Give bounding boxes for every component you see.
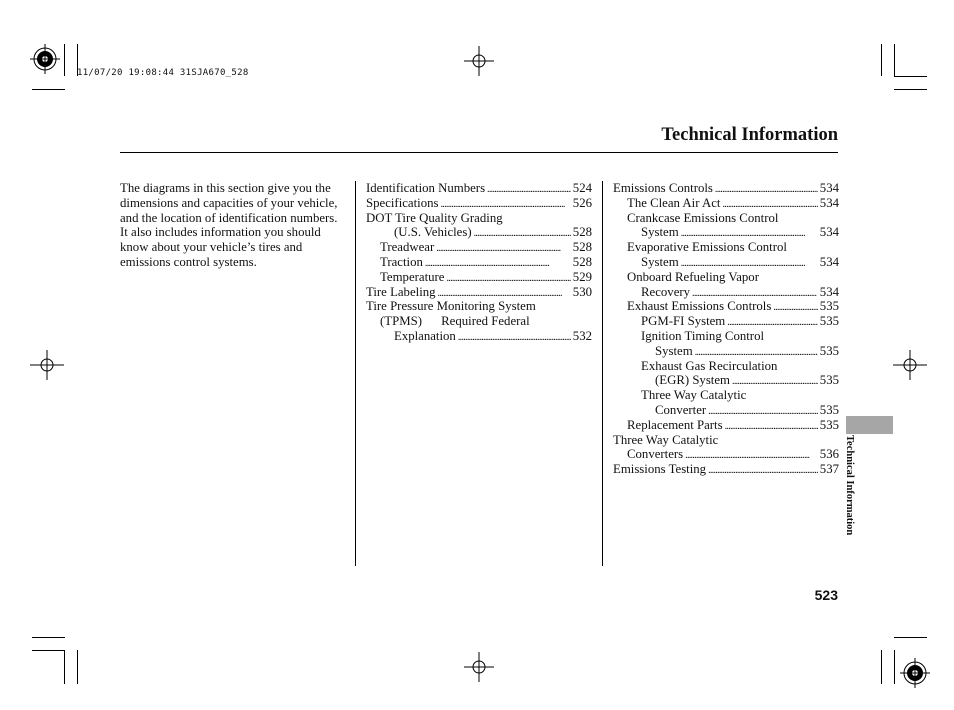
toc-entry-title: Identification Numbers: [366, 181, 486, 195]
toc-entry-title: Tire Labeling: [366, 284, 436, 299]
toc-entry[interactable]: [366, 211, 592, 226]
toc-column-1: [366, 181, 592, 344]
side-tab-label-wrap: [820, 435, 890, 565]
crop-mark: [894, 650, 895, 684]
toc-leader-dots: [692, 289, 818, 299]
toc-entry-page: 535: [819, 299, 839, 314]
toc-leader-dots: [708, 466, 818, 476]
toc-entry-title: PGM-FI System: [641, 314, 726, 329]
toc-entry-title: Crankcase Emissions Control: [627, 210, 779, 225]
page-number: 523: [814, 587, 838, 603]
toc-entry-title: Replacement Parts: [627, 417, 723, 432]
toc-entry-page: 535: [819, 343, 839, 358]
toc-entry-title: Specifications: [366, 195, 439, 210]
toc-entry[interactable]: [613, 403, 839, 418]
toc-entry[interactable]: [366, 181, 592, 196]
registration-target-top-left: [30, 44, 60, 74]
toc-entry-title: Temperature: [380, 269, 445, 284]
toc-entry-page: 534: [819, 284, 839, 299]
page-title: Technical Information: [661, 125, 838, 145]
toc-entry[interactable]: [613, 225, 839, 240]
toc-leader-dots: [436, 244, 571, 254]
toc-entry[interactable]: [613, 299, 839, 314]
toc-entry-title: Exhaust Emissions Controls: [627, 299, 772, 314]
toc-entry[interactable]: [366, 240, 592, 255]
toc-leader-dots: [695, 348, 818, 358]
column-divider: [602, 181, 603, 566]
crosshair-right-middle: [893, 350, 927, 380]
toc-entry[interactable]: [366, 196, 592, 211]
crop-mark: [881, 44, 882, 76]
toc-entry[interactable]: [613, 196, 839, 211]
column-divider: [355, 181, 356, 566]
toc-leader-dots: [727, 318, 818, 328]
toc-entry-title: Emissions Controls: [613, 181, 713, 195]
header-rule: [120, 152, 838, 153]
toc-entry-title: (U.S. Vehicles): [394, 225, 472, 240]
toc-entry[interactable]: [366, 314, 592, 329]
toc-entry-title: System: [641, 254, 679, 269]
toc-leader-dots: [681, 229, 818, 239]
crosshair-bottom-center: [464, 652, 494, 682]
toc-entry[interactable]: [613, 433, 839, 448]
toc-entry[interactable]: [613, 462, 839, 477]
toc-entry[interactable]: [613, 359, 839, 374]
toc-entry[interactable]: [613, 418, 839, 433]
crop-mark: [894, 76, 927, 77]
crop-mark: [881, 650, 882, 684]
toc-entry-page: 534: [819, 225, 839, 240]
toc-entry[interactable]: [366, 255, 592, 270]
toc-leader-dots: [487, 185, 571, 195]
toc-leader-dots: [773, 303, 817, 313]
toc-entry-page: 526: [572, 195, 592, 210]
toc-entry-title: Tire Pressure Monitoring System: [366, 299, 536, 314]
crop-mark: [32, 650, 65, 651]
toc-entry-title: (TPMS) Required Federal: [380, 314, 530, 329]
crop-mark: [894, 89, 927, 90]
crosshair-top-center: [464, 46, 494, 76]
toc-entry-page: 535: [819, 314, 839, 329]
print-stamp: 11/07/20 19:08:44 31SJA670_528: [77, 68, 249, 78]
toc-entry-title: Treadwear: [380, 240, 435, 255]
crop-mark: [64, 650, 65, 684]
side-tab-label: Technical Information: [844, 435, 855, 536]
toc-leader-dots: [732, 377, 818, 387]
toc-leader-dots: [474, 229, 571, 239]
toc-entry-title: Onboard Refueling Vapor: [627, 269, 759, 284]
toc-entry-page: 528: [572, 240, 592, 255]
toc-leader-dots: [425, 259, 571, 269]
toc-leader-dots: [722, 200, 817, 210]
toc-entry-page: 535: [819, 373, 839, 388]
toc-entry[interactable]: [613, 240, 839, 255]
crop-mark: [894, 44, 895, 76]
toc-entry-page: 530: [572, 284, 592, 299]
toc-column-2: [613, 181, 839, 477]
toc-entry[interactable]: [366, 285, 592, 300]
toc-entry-page: 534: [819, 195, 839, 210]
toc-entry-title: System: [655, 343, 693, 358]
toc-entry[interactable]: [613, 314, 839, 329]
toc-leader-dots: [438, 289, 571, 299]
toc-entry[interactable]: [366, 225, 592, 240]
toc-leader-dots: [725, 422, 818, 432]
registration-target-bottom-right: [900, 658, 930, 688]
toc-entry[interactable]: [613, 373, 839, 388]
toc-entry-title: DOT Tire Quality Grading: [366, 210, 503, 225]
toc-entry-page: 528: [572, 254, 592, 269]
intro-paragraph: The diagrams in this section give you the dimensions and capacities of your vehicle, and the location of identification numbers. It also includes information you should know about your vehicle’s tires and emissions control systems.: [120, 181, 338, 269]
toc-entry-page: 534: [819, 181, 839, 195]
toc-entry[interactable]: [613, 255, 839, 270]
toc-leader-dots: [441, 200, 571, 210]
toc-entry[interactable]: [613, 447, 839, 462]
toc-leader-dots: [458, 333, 571, 343]
section-tab[interactable]: [846, 416, 893, 434]
toc-entry-title: Explanation: [394, 328, 456, 343]
toc-leader-dots: [685, 451, 818, 461]
toc-entry-title: (EGR) System: [655, 373, 731, 388]
crop-mark: [32, 89, 65, 90]
toc-leader-dots: [681, 259, 818, 269]
toc-entry[interactable]: [366, 329, 592, 344]
crop-mark: [77, 650, 78, 684]
crosshair-left-middle: [30, 350, 64, 380]
toc-entry-title: Three Way Catalytic: [641, 388, 747, 403]
toc-entry-title: Evaporative Emissions Control: [627, 240, 787, 255]
toc-entry[interactable]: [613, 388, 839, 403]
toc-entry[interactable]: [613, 329, 839, 344]
toc-entry-page: 535: [819, 402, 839, 417]
toc-entry-page: 532: [572, 328, 592, 343]
toc-leader-dots: [708, 407, 818, 417]
toc-entry[interactable]: [613, 211, 839, 226]
toc-entry-title: Three Way Catalytic: [613, 432, 719, 447]
toc-entry-page: 534: [819, 254, 839, 269]
crop-mark: [32, 637, 65, 638]
toc-entry-page: 535: [819, 417, 839, 432]
toc-entry[interactable]: [366, 299, 592, 314]
toc-entry-page: 524: [572, 181, 592, 195]
crop-mark: [894, 637, 927, 638]
toc-entry[interactable]: [613, 181, 839, 196]
toc-entry-page: 536: [819, 447, 839, 462]
toc-entry-title: Emissions Testing: [613, 462, 707, 477]
toc-entry-title: The Clean Air Act: [627, 195, 721, 210]
toc-entry[interactable]: [613, 285, 839, 300]
intro-text: [120, 181, 348, 270]
toc-entry-title: Recovery: [641, 284, 691, 299]
toc-entry-page: 537: [819, 462, 839, 477]
toc-entry-title: Exhaust Gas Recirculation: [641, 358, 778, 373]
toc-entry-title: Converters: [627, 447, 684, 462]
toc-leader-dots: [715, 185, 818, 195]
toc-entry-title: Ignition Timing Control: [641, 328, 765, 343]
toc-entry-title: Converter: [655, 402, 707, 417]
toc-entry[interactable]: [366, 270, 592, 285]
toc-entry-page: 529: [572, 269, 592, 284]
toc-leader-dots: [446, 274, 570, 284]
toc-entry-title: Traction: [380, 254, 423, 269]
toc-entry-page: 528: [572, 225, 592, 240]
toc-entry-title: System: [641, 225, 679, 240]
crop-mark: [64, 44, 65, 76]
toc-entry[interactable]: [613, 344, 839, 359]
toc-entry[interactable]: [613, 270, 839, 285]
